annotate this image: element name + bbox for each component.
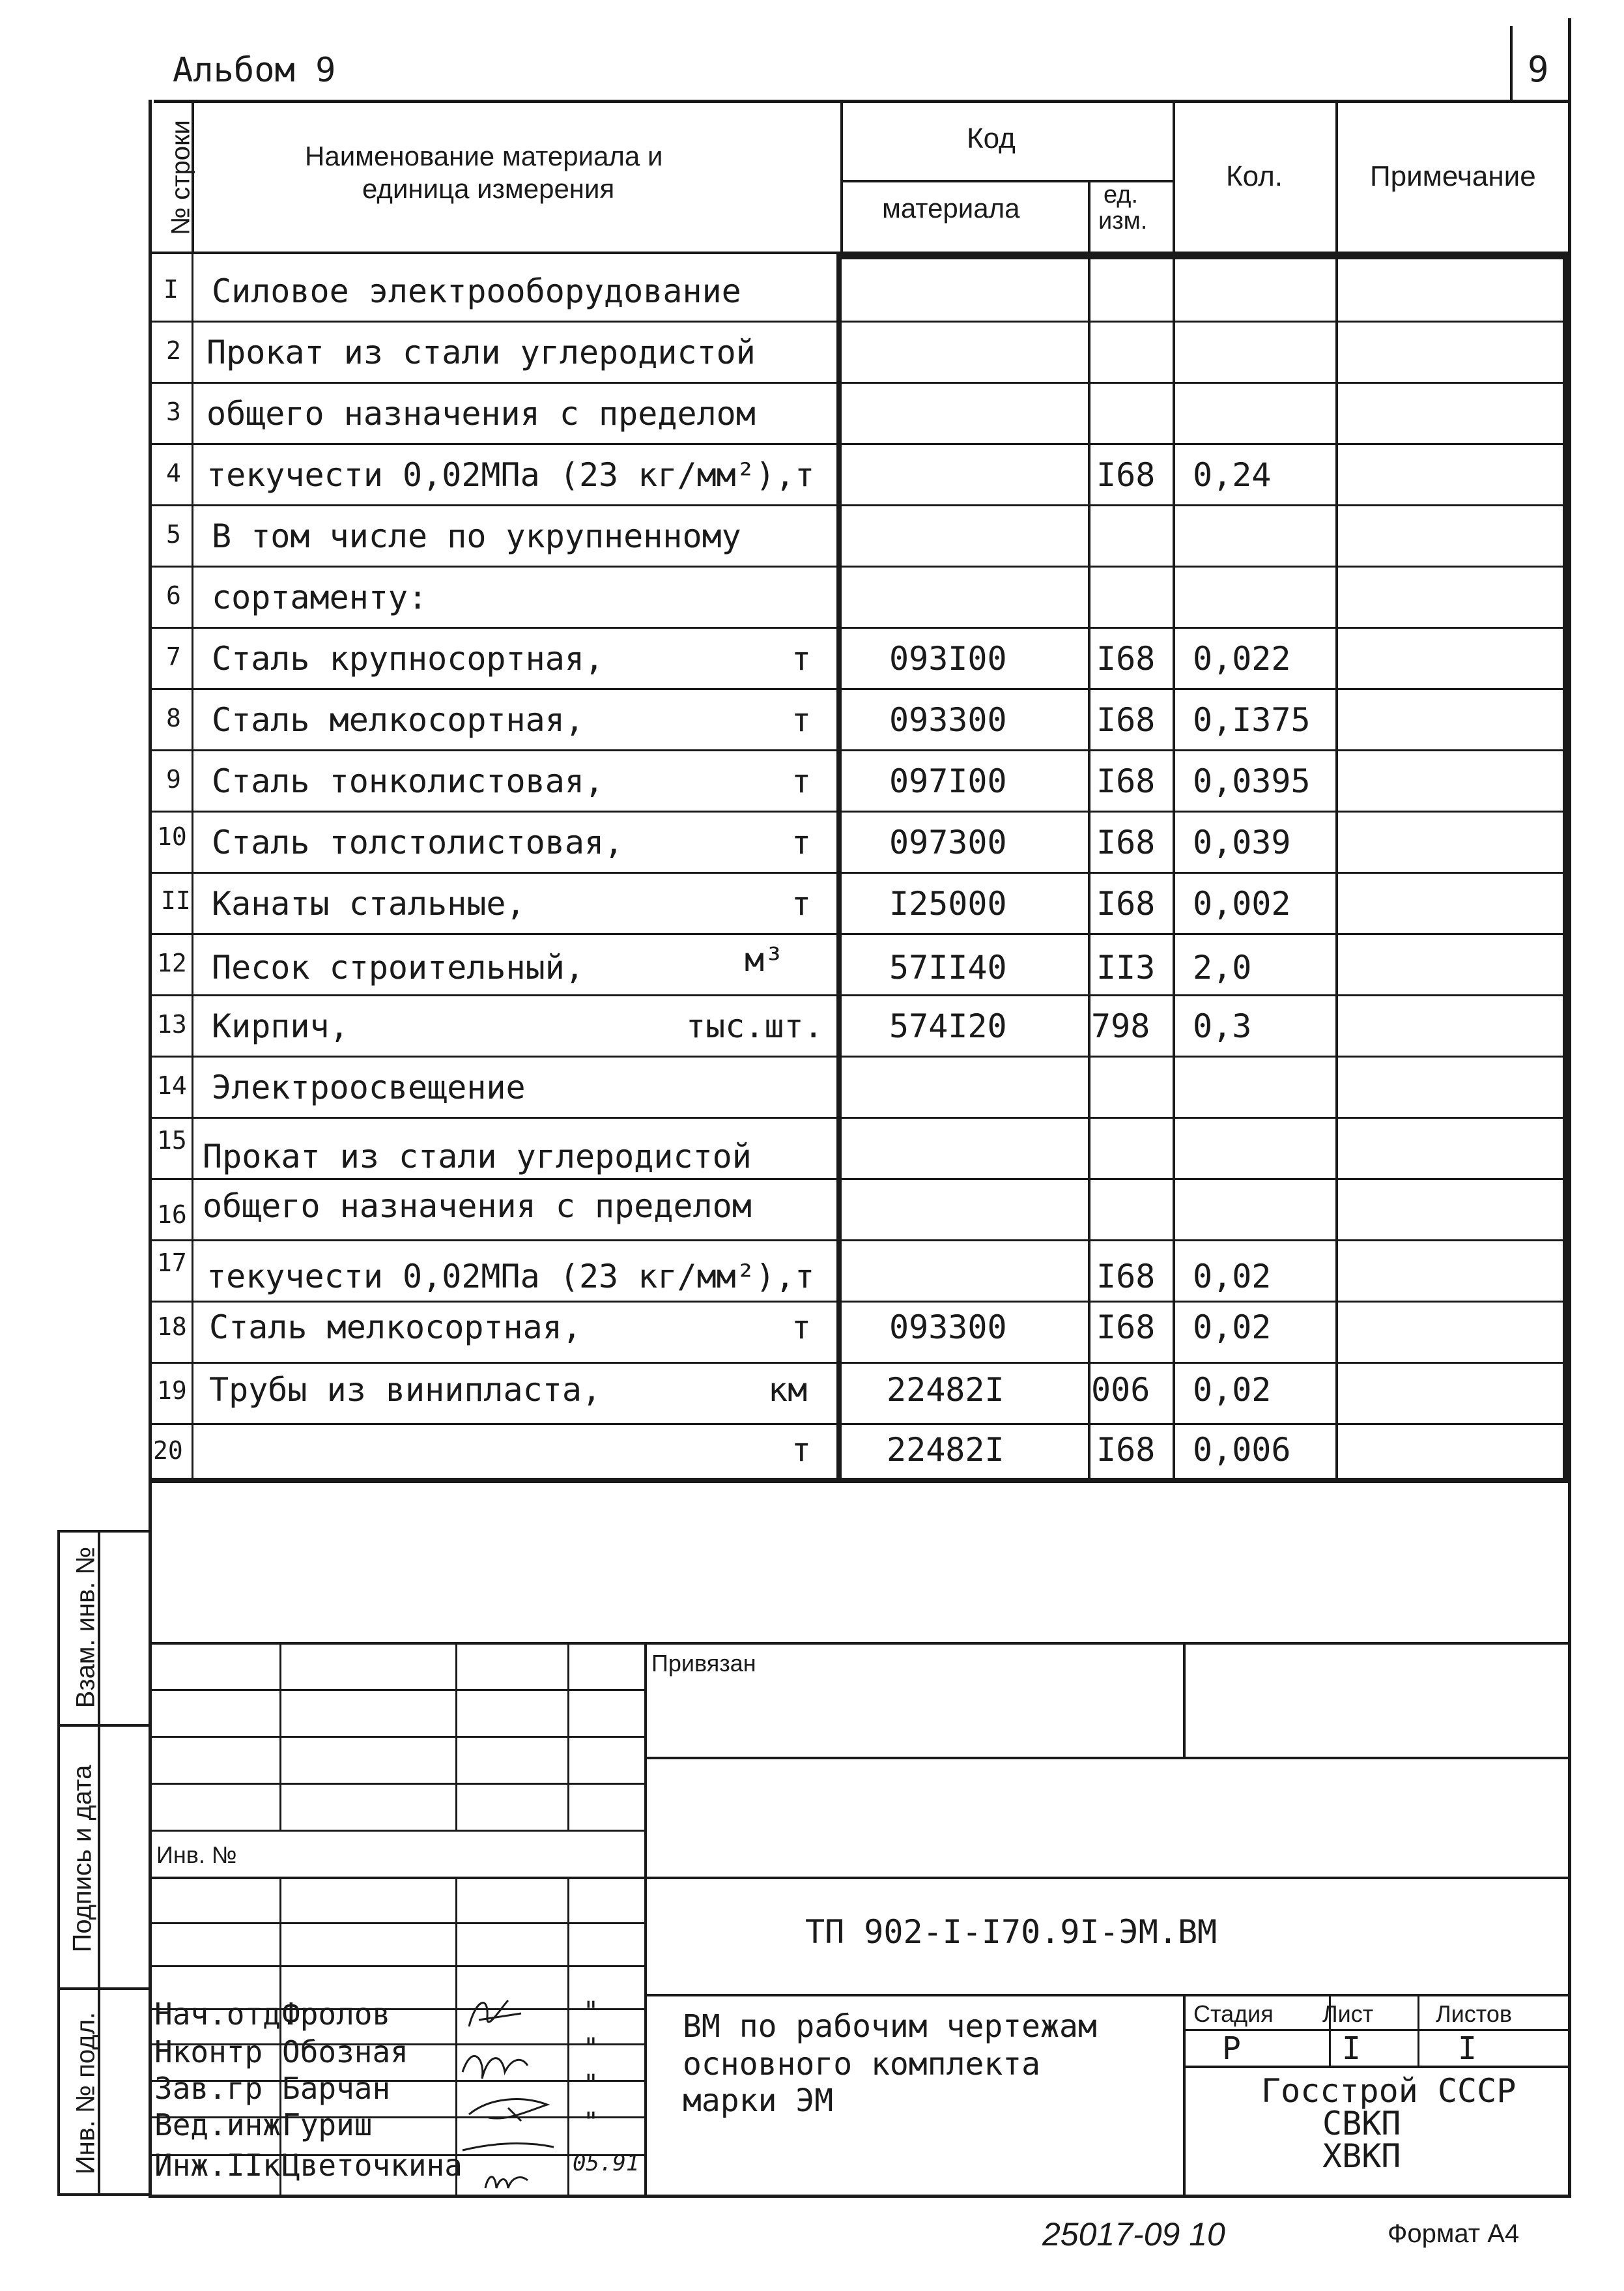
row-qty: 0,24 [1193, 456, 1272, 494]
signature-mark: " [583, 1996, 599, 2026]
album-label: Альбом 9 [173, 51, 336, 90]
handwritten-signatures [449, 1981, 580, 2196]
row-name: Силовое электрооборудование [212, 272, 741, 310]
row-unit-code: I68 [1096, 640, 1156, 678]
row-code: 22482I [887, 1431, 1004, 1469]
title-line-1: ВМ по рабочим чертежам [683, 2008, 1097, 2045]
row-qty: 0,3 [1193, 1007, 1252, 1045]
signature-name: Барчан [282, 2071, 391, 2106]
row-number: 18 [157, 1312, 187, 1341]
signature-name: Обозная [282, 2034, 408, 2069]
sheet-label: Лист [1322, 2000, 1374, 2027]
signature-name: Цветочкина [282, 2148, 463, 2183]
row-qty: 2,0 [1193, 949, 1252, 987]
row-number: 6 [166, 581, 181, 610]
row-number: 7 [166, 642, 181, 671]
row-number: 16 [157, 1200, 187, 1229]
row-number: 20 [153, 1436, 183, 1465]
row-code: 574I20 [889, 1007, 1007, 1045]
row-unit-code: 798 [1091, 1007, 1150, 1045]
row-qty: 0,022 [1193, 640, 1291, 678]
header-name-line1: Наименование материала и [305, 141, 663, 171]
header-name-line2: единица измерения [362, 173, 615, 204]
row-qty: 0,02 [1193, 1258, 1272, 1295]
row-name: сортаменту: [212, 579, 428, 616]
row-name: Сталь мелкосортная, [212, 701, 584, 739]
row-number: 5 [166, 520, 181, 549]
row-unit-code: I68 [1096, 456, 1156, 494]
signature-mark: " [583, 2033, 599, 2063]
signature-role: Нконтр [154, 2034, 263, 2069]
row-number: I [164, 275, 178, 304]
row-qty: 0,039 [1193, 824, 1291, 861]
row-qty: 0,006 [1193, 1431, 1291, 1469]
signature-role: Инж.IIк [154, 2148, 281, 2183]
row-unit-code: I68 [1096, 1431, 1156, 1469]
row-name: Сталь мелкосортная, [209, 1308, 582, 1346]
org-line-1: Госстрой СССР [1261, 2072, 1517, 2110]
row-name: текучести 0,02МПа (23 кг/мм²),т [207, 1258, 815, 1295]
row-code: 57II40 [889, 949, 1007, 987]
row-name: Канаты стальные, [212, 885, 526, 923]
row-qty: 0,0395 [1193, 762, 1311, 800]
row-name: общего назначения с пределом [203, 1187, 752, 1225]
stage-value: Р [1222, 2030, 1241, 2067]
row-name: текучести 0,02МПа (23 кг/мм²),т [207, 456, 815, 494]
sheets-value: I [1458, 2030, 1477, 2067]
row-qty: 0,002 [1193, 885, 1291, 923]
title-line-3: марки ЭМ [683, 2082, 834, 2119]
row-unit-code: I68 [1096, 762, 1156, 800]
row-name: Электроосвещение [212, 1069, 526, 1106]
row-code: 097300 [889, 824, 1007, 861]
row-code: 093300 [889, 1308, 1007, 1346]
side-label-inv-podl: Инв. № подл. [71, 2011, 100, 2175]
header-qty: Кол. [1226, 160, 1283, 192]
org-line-3: ХВКП [1322, 2137, 1401, 2175]
row-unit: т [791, 885, 812, 923]
signature-mark: " [583, 2069, 599, 2099]
row-unit: т [791, 701, 812, 739]
row-unit-code: I68 [1096, 1258, 1156, 1295]
inv-no-label: Инв. № [156, 1841, 237, 1868]
row-name: Трубы из винипласта, [209, 1371, 602, 1409]
row-code: 093300 [889, 701, 1007, 739]
row-number: 14 [157, 1071, 187, 1100]
row-unit-code: I68 [1096, 701, 1156, 739]
row-number: 2 [166, 336, 181, 365]
row-name: В том числе по укрупненному [212, 517, 741, 555]
archive-number: 25017-09 10 [1042, 2216, 1225, 2253]
row-number: 19 [157, 1376, 187, 1405]
row-number: 17 [157, 1248, 187, 1277]
row-qty: 0,I375 [1193, 701, 1311, 739]
row-number: 3 [166, 397, 181, 426]
row-number: 10 [157, 822, 187, 851]
row-code: 22482I [887, 1371, 1004, 1409]
row-code: I25000 [889, 885, 1007, 923]
row-name: общего назначения с пределом [207, 395, 756, 433]
row-separators [152, 254, 1568, 1483]
row-unit-code: II3 [1096, 949, 1156, 987]
row-number: 4 [166, 459, 181, 487]
row-unit: м³ [745, 941, 784, 979]
row-number: 12 [157, 949, 187, 977]
row-qty: 0,02 [1193, 1371, 1272, 1409]
row-unit-code: I68 [1096, 824, 1156, 861]
row-name: Сталь толстолистовая, [212, 824, 624, 861]
row-name: Сталь тонколистовая, [212, 762, 605, 800]
header-note: Примечание [1370, 160, 1536, 192]
row-unit: т [791, 824, 812, 861]
row-unit: т [791, 762, 812, 800]
row-unit-code: I68 [1096, 1308, 1156, 1346]
signature-role: Вед.инж [154, 2107, 281, 2142]
signature-mark: " [583, 2107, 599, 2137]
row-code: 097I00 [889, 762, 1007, 800]
signature-role: Зав.гр [154, 2071, 263, 2106]
header-code-material: материала [882, 193, 1020, 223]
sheet-value: I [1342, 2030, 1361, 2067]
document-code: ТП 902-I-I70.9I-ЭМ.ВМ [805, 1913, 1218, 1951]
header-code: Код [967, 122, 1016, 154]
header-row-no: № строки [166, 120, 195, 235]
stage-label: Стадия [1193, 2000, 1274, 2027]
row-unit-code: I68 [1096, 885, 1156, 923]
header-code-unit-2: изм. [1098, 207, 1148, 235]
row-unit: км [768, 1371, 808, 1409]
row-name: Сталь крупносортная, [212, 640, 605, 678]
row-name: Кирпич, [212, 1007, 349, 1045]
title-line-2: основного комплекта [683, 2046, 1041, 2082]
page-number: 9 [1528, 49, 1549, 90]
row-unit: т [791, 640, 812, 678]
signature-name: Гуриш [282, 2107, 373, 2142]
row-unit: т [791, 1308, 812, 1346]
row-name: Прокат из стали углеродистой [207, 334, 756, 371]
row-number: 15 [157, 1126, 187, 1155]
row-code: 093I00 [889, 640, 1007, 678]
side-label-zam-inv: Взам. инв. № [71, 1546, 100, 1708]
signature-mark: 05.91 [573, 2150, 640, 2176]
row-unit: т [791, 1431, 812, 1469]
row-name: Песок строительный, [212, 949, 584, 987]
signature-role: Нач.отд. [154, 1996, 299, 2032]
row-qty: 0,02 [1193, 1308, 1272, 1346]
row-number: 13 [157, 1010, 187, 1039]
row-unit: тыс.шт. [686, 1007, 823, 1045]
privyazan-label: Привязан [651, 1650, 756, 1677]
row-unit-code: 006 [1091, 1371, 1150, 1409]
row-number: 9 [166, 765, 181, 794]
side-label-podpis: Подпись и дата [68, 1765, 97, 1953]
format-label: Формат А4 [1388, 2219, 1520, 2248]
signature-name: Фролов [282, 1996, 391, 2032]
sheets-label: Листов [1436, 2000, 1512, 2027]
org-line-2: СВКП [1322, 2105, 1401, 2142]
row-number: 8 [166, 704, 181, 732]
header-code-unit-1: ед. [1104, 181, 1139, 209]
row-number: II [161, 886, 191, 915]
row-name: Прокат из стали углеродистой [203, 1138, 752, 1175]
